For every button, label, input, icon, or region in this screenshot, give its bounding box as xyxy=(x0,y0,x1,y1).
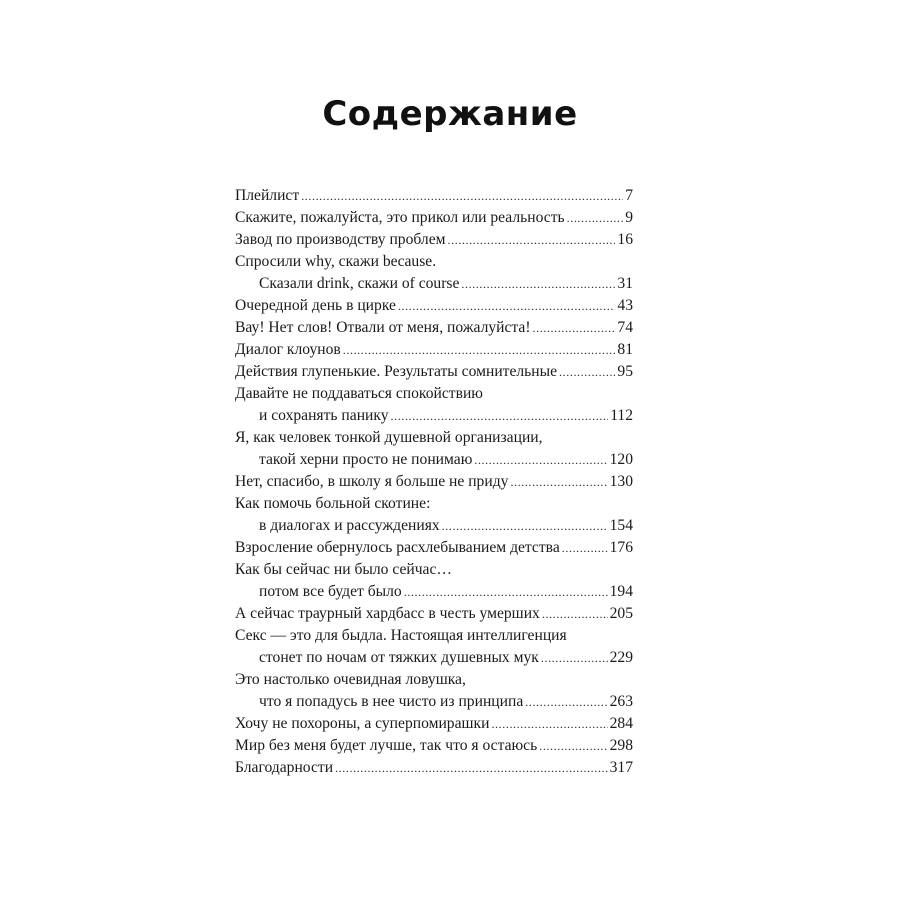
toc-entry-title: Как помочь больной скотине: xyxy=(235,495,431,512)
toc-entry-line xyxy=(235,735,633,757)
toc-page-number: 112 xyxy=(610,407,633,424)
toc-entry-title: что я попадусь в нее чисто из принципа xyxy=(259,693,524,710)
toc-entry-line xyxy=(235,625,633,647)
toc-page-number: 81 xyxy=(617,341,633,358)
toc-entry-line xyxy=(235,669,633,691)
dot-leader xyxy=(448,229,616,251)
toc-entry-title: Очередной день в цирке xyxy=(235,297,396,314)
dot-leader xyxy=(567,207,624,229)
toc-entry-line xyxy=(235,317,633,339)
toc-page-number: 31 xyxy=(617,275,633,292)
toc-entry-title: потом все будет было xyxy=(259,583,402,600)
toc-page-number: 298 xyxy=(609,737,633,754)
toc-entry-title: в диалогах и рассуждениях xyxy=(259,517,440,534)
toc-page-number: 205 xyxy=(609,605,633,622)
toc-entry-line xyxy=(235,647,633,669)
toc-entry-line xyxy=(235,273,633,295)
toc-entry-line xyxy=(235,757,633,779)
toc-page-number: 120 xyxy=(609,451,633,468)
toc-entry-line xyxy=(235,713,633,735)
toc-entry-title: Диалог клоунов xyxy=(235,341,341,358)
toc-entry-line xyxy=(235,603,633,625)
toc-entry-title: Взросление обернулось расхлебыванием детства xyxy=(235,539,560,556)
toc-entry-title: Благодарности xyxy=(235,759,334,776)
toc-entry-title: Сказали drink, скажи of course xyxy=(259,275,460,292)
toc-entry-title: Секс — это для быдла. Настоящая интеллигенция xyxy=(235,627,567,644)
toc-page-number: 95 xyxy=(617,363,633,380)
dot-leader xyxy=(301,185,623,207)
dot-leader xyxy=(510,471,607,493)
toc-entry-title: Действия глупенькие. Результаты сомнительные xyxy=(235,363,558,380)
toc-page-number: 16 xyxy=(617,231,633,248)
toc-page-number: 130 xyxy=(609,473,633,490)
toc-entry-line xyxy=(235,251,633,273)
toc-entry-line xyxy=(235,427,633,449)
toc-entry-line xyxy=(235,339,633,361)
dot-leader xyxy=(461,273,615,295)
toc-page-number: 317 xyxy=(609,759,633,776)
dot-leader xyxy=(533,317,616,339)
toc-page-number: 229 xyxy=(609,649,633,666)
toc-entry-line xyxy=(235,449,633,471)
toc-entry-line xyxy=(235,361,633,383)
toc-entry-title: стонет по ночам от тяжких душевных мук xyxy=(259,649,539,666)
toc-entry-line xyxy=(235,581,633,603)
toc-entry-title: Плейлист xyxy=(235,187,300,204)
toc-entry-line xyxy=(235,559,633,581)
toc-page-number: 74 xyxy=(617,319,633,336)
dot-leader xyxy=(559,361,615,383)
toc-entry-line xyxy=(235,295,633,317)
toc-entry-line xyxy=(235,471,633,493)
toc-entry-line xyxy=(235,405,633,427)
dot-leader xyxy=(343,339,616,361)
toc-entry-line xyxy=(235,229,633,251)
dot-leader xyxy=(541,647,608,669)
dot-leader xyxy=(491,713,607,735)
dot-leader xyxy=(539,735,607,757)
dot-leader xyxy=(404,581,608,603)
dot-leader xyxy=(335,757,608,779)
toc-entry-title: Хочу не похороны, а суперпомирашки xyxy=(235,715,490,732)
toc-entry-title: А сейчас траурный хардбасс в честь умерших xyxy=(235,605,540,622)
toc-entry-title: Как бы сейчас ни было сейчас… xyxy=(235,561,452,578)
toc-entry-title: Я, как человек тонкой душевной организации, xyxy=(235,429,543,446)
toc-entry-title: Завод по производству проблем xyxy=(235,231,446,248)
toc-page-number: 9 xyxy=(625,209,633,226)
toc-entry-line xyxy=(235,207,633,229)
toc-page-number: 7 xyxy=(625,187,633,204)
toc-entry-line xyxy=(235,537,633,559)
dot-leader xyxy=(562,537,608,559)
dot-leader xyxy=(525,691,607,713)
toc-entry-line xyxy=(235,493,633,515)
toc-page-number: 154 xyxy=(609,517,633,534)
toc-entry-title: такой херни просто не понимаю xyxy=(259,451,473,468)
toc-entry-title: Это настолько очевидная ловушка, xyxy=(235,671,466,688)
page-title: Содержание xyxy=(322,94,578,134)
toc-entry-title: Спросили why, скажи because. xyxy=(235,253,437,270)
toc-page-number: 43 xyxy=(617,297,633,314)
dot-leader xyxy=(391,405,609,427)
toc-entry-title: Мир без меня будет лучше, так что я остаюсь xyxy=(235,737,538,754)
toc-entry-line xyxy=(235,185,633,207)
toc-page-number: 263 xyxy=(609,693,633,710)
dot-leader xyxy=(398,295,615,317)
dot-leader xyxy=(474,449,607,471)
toc-entry-title: Нет, спасибо, в школу я больше не приду xyxy=(235,473,509,490)
toc-entry-title: и сохранять панику xyxy=(259,407,389,424)
toc-entry-title: Скажите, пожалуйста, это прикол или реальность xyxy=(235,209,565,226)
dot-leader xyxy=(442,515,608,537)
toc-entry-line xyxy=(235,515,633,537)
toc-entry-title: Вау! Нет слов! Отвали от меня, пожалуйста! xyxy=(235,319,531,336)
dot-leader xyxy=(542,603,608,625)
toc-entry-title: Давайте не поддаваться спокойствию xyxy=(235,385,483,402)
toc-page-number: 176 xyxy=(609,539,633,556)
toc-entry-line xyxy=(235,383,633,405)
table-of-contents xyxy=(235,185,633,779)
toc-page-number: 194 xyxy=(609,583,633,600)
toc-entry-line xyxy=(235,691,633,713)
toc-page-number: 284 xyxy=(609,715,633,732)
